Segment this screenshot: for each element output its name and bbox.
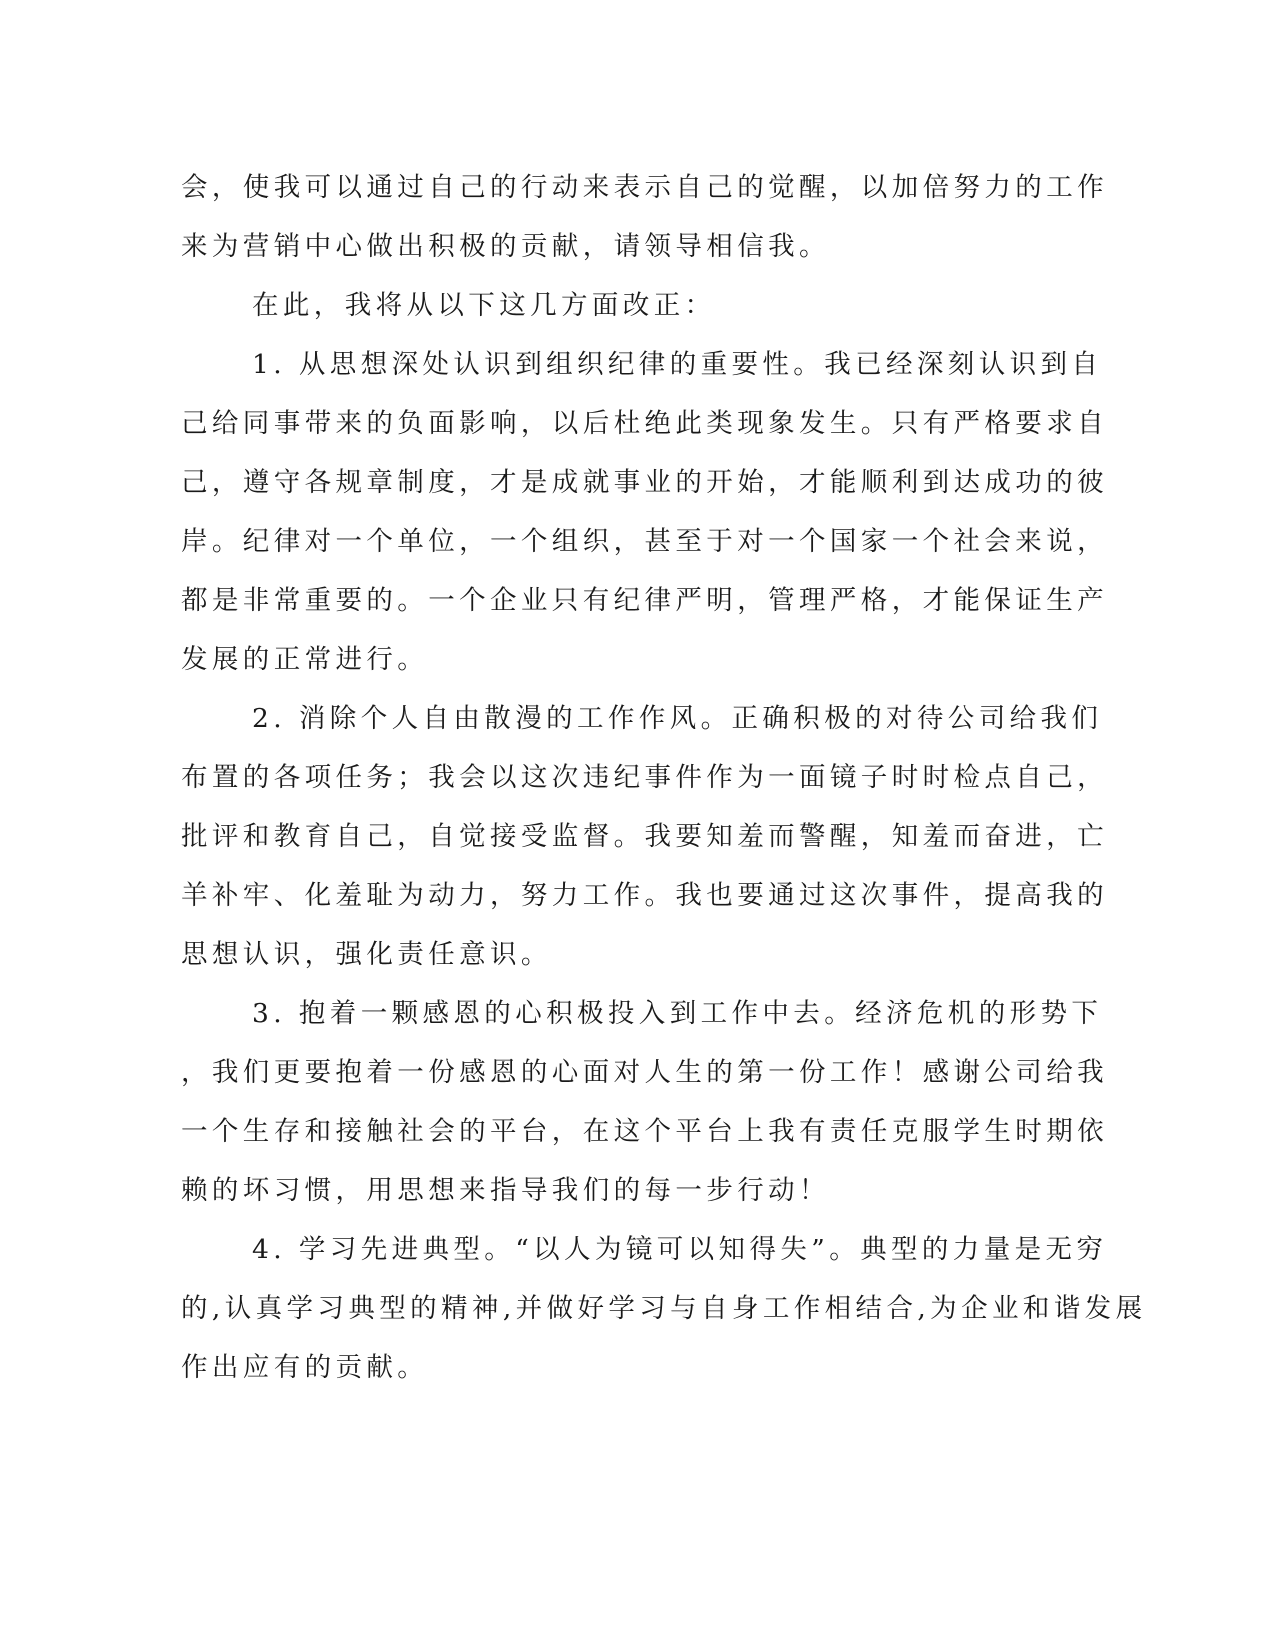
text-line: 思想认识，强化责任意识。 — [181, 939, 552, 970]
text-line: 羊补牢、化羞耻为动力，努力工作。我也要通过这次事件，提高我的 — [181, 880, 1108, 911]
text-line: 己给同事带来的负面影响，以后杜绝此类现象发生。只有严格要求自 — [181, 408, 1108, 439]
text-line: 发展的正常进行。 — [181, 644, 429, 675]
document-body — [181, 158, 1147, 1397]
text-line: 在此，我将从以下这几方面改正： — [252, 290, 716, 321]
text-line: ，我们更要抱着一份感恩的心面对人生的第一份工作！感谢公司给我 — [181, 1057, 1108, 1088]
text-line: 会，使我可以通过自己的行动来表示自己的觉醒，以加倍努力的工作 — [181, 172, 1108, 203]
text-line: 4. 学习先进典型。“以人为镜可以知得失”。典型的力量是无穷 — [252, 1234, 1108, 1265]
text-line: 来为营销中心做出积极的贡献，请领导相信我。 — [181, 231, 830, 262]
text-line: 赖的坏习惯，用思想来指导我们的每一步行动！ — [181, 1175, 830, 1206]
text-line: 3. 抱着一颗感恩的心积极投入到工作中去。经济危机的形势下 — [252, 998, 1103, 1029]
text-line: 都是非常重要的。一个企业只有纪律严明，管理严格，才能保证生产 — [181, 585, 1108, 616]
text-line: 己，遵守各规章制度，才是成就事业的开始，才能顺利到达成功的彼 — [181, 467, 1108, 498]
text-line: 的,认真学习典型的精神,并做好学习与自身工作相结合,为企业和谐发展 — [181, 1293, 1147, 1324]
text-line: 2. 消除个人自由散漫的工作作风。正确积极的对待公司给我们 — [252, 703, 1103, 734]
text-line: 作出应有的贡献。 — [181, 1352, 429, 1383]
text-line: 批评和教育自己，自觉接受监督。我要知羞而警醒，知羞而奋进，亡 — [181, 821, 1108, 852]
text-line: 1. 从思想深处认识到组织纪律的重要性。我已经深刻认识到自 — [252, 349, 1103, 380]
text-line: 一个生存和接触社会的平台，在这个平台上我有责任克服学生时期依 — [181, 1116, 1108, 1147]
text-line: 布置的各项任务；我会以这次违纪事件作为一面镜子时时检点自己， — [181, 762, 1108, 793]
text-line: 岸。纪律对一个单位，一个组织，甚至于对一个国家一个社会来说， — [181, 526, 1108, 557]
